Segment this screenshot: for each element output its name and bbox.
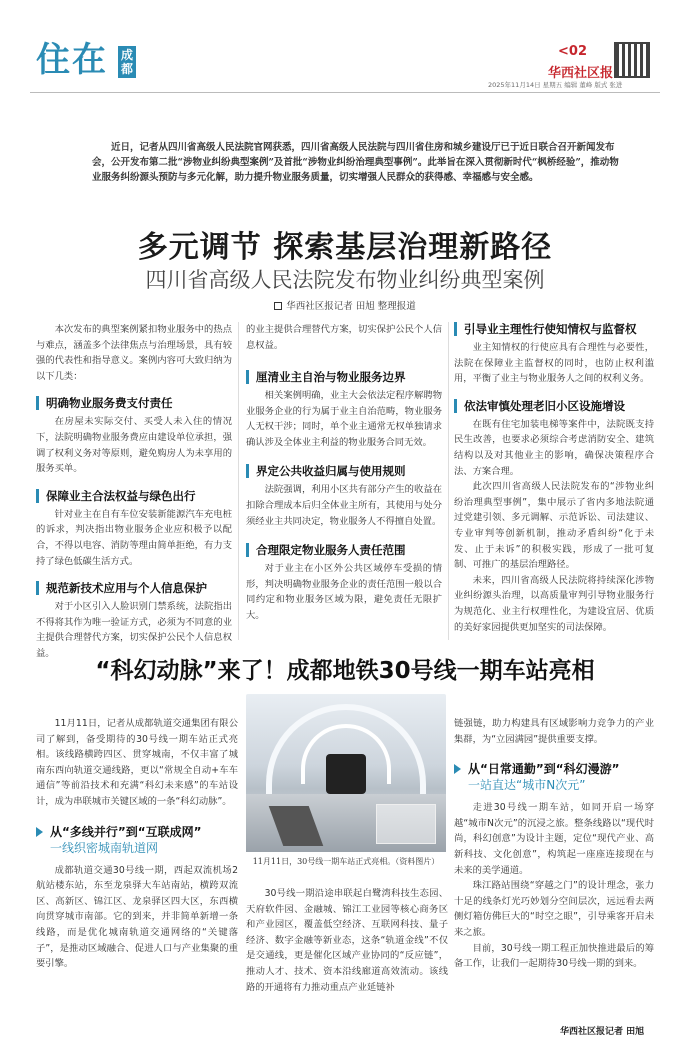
section-body: 对于业主在小区外公共区域停车受损的情形，判决明确物业服务企业的责任范围一般以合同约定和物业服务区域为限，避免责任无限扩大。: [246, 563, 442, 621]
story2-reporter: 华西社区报记者 田旭: [560, 1027, 645, 1037]
masthead: 住在: [36, 40, 108, 80]
story2-section-body: 目前，30号线一期工程正加快推进最后的筹备工作，让我们一起期待30号线一期的到来。: [454, 942, 654, 970]
section-body: 在房屋未实际交付、买受人未入住的情况下，法院明确物业服务费应由建设单位承担，强调了权利义务对等原则，避免购房人为未享用的服务买单。: [36, 416, 232, 475]
story2-section-body: 成都轨道交通30号线一期，西起双流机场2航站楼东站，东至龙泉驿大车站南站，横跨双流区、高新区、锦江区、龙泉驿区四大区，东西横向贯穿城市南部。它的到来，并非简单新增一条线路，而是优化城南轨道交通网络的“关键落子”，是推动区域融合、促进人口与产业集聚的重要引擎。: [36, 864, 238, 970]
column-divider: [238, 322, 239, 640]
section-body: 在既有住宅加装电梯等案件中，法院既支持民生改善，也要求必须综合考虑消防安全、建筑结构以及对其他业主的影响，确保决策程序合法、方案合理。: [454, 418, 654, 477]
section-title: 引导业主理性行使知情权与监督权: [454, 322, 654, 336]
header-divider: [30, 92, 660, 93]
section-body: 业主知情权的行使应具有合理性与必要性，法院在保障业主监督权的同时，也防止权利滥用，平衡了业主与物业服务人之间的权利义务。: [454, 342, 654, 385]
story2-section-body: 走进30号线一期车站，如同开启一场穿越“城市N次元”的沉浸之旅。整条线路以“现代时尚，科幻创意”为设计主题，定位“现代产业、高新科技、文化创意”，构筑起一座座连接现在与未来的美学通道。: [454, 802, 654, 876]
intro-paragraph: 本次发布的典型案例紧扣物业服务中的热点与难点，涵盖多个法律焦点与治理场景，具有较强的代表性和指导意义。案例内容可大致归纳为以下几类：: [36, 324, 232, 382]
story2-paragraph: 11月11日，记者从成都轨道交通集团有限公司了解到，备受期待的30号线一期车站正式亮相。该线路横跨四区、贯穿城南，不仅丰富了城南东西向轨道交通线路，更以“常规全自动+车车通信”等前沿技术和充满“科幻未来感”的车站设计，成为串联城市关键区域的一条“科幻动脉”。: [36, 718, 238, 807]
section-body-continued: 的业主提供合理替代方案，切实保护公民个人信息权益。: [246, 324, 442, 351]
dateline: 2025年11月14日 星期五 编辑 董峰 版式 张进: [488, 81, 623, 89]
story2-section-body: 珠江路站围绕“穿越之门”的设计理念，张力十足的线条灯光巧妙划分空间层次，远远看去两侧灯箱仿佛巨大的“时空之眼”，引导乘客开启未来之旅。: [454, 880, 654, 938]
story2-right-body: 链强链，助力构建具有区域影响力竞争力的产业集群，为“立园满园”提供重要支撑。: [454, 718, 654, 745]
square-icon: [274, 302, 282, 310]
section-title: 依法审慎处理老旧小区设施增设: [454, 399, 654, 413]
section-title: 厘清业主自治与物业服务边界: [246, 370, 442, 384]
section-body: 针对业主在自有车位安装新能源汽车充电桩的诉求，判决指出物业服务企业应积极予以配合，不得以电容、消防等理由简单拒绝，有力支持了绿色低碳生活方式。: [36, 508, 232, 567]
subway-station-photo: [246, 694, 446, 852]
section-body: 此次四川省高级人民法院发布的“涉物业纠纷治理典型事例”，集中展示了省内多地法院通过党建引领、多元调解、示范诉讼、司法建议、专业审判等创新机制，推动矛盾纠纷“化于未发、止于未诉”的积极实践，形成了一批可复制、可推广的基层治理路径。: [454, 481, 654, 571]
page-number: <02: [558, 44, 587, 59]
column-divider: [448, 322, 449, 640]
page-number-value: 02: [568, 44, 587, 59]
section-title: 保障业主合法权益与绿色出行: [36, 489, 232, 503]
story2-section-subtitle: 一站直达“城市N次元”: [468, 778, 586, 793]
brand-logo: 华西社区报: [548, 66, 614, 81]
section-body: 对于小区引入人脸识别门禁系统，法院指出不得将其作为唯一验证方式，必须为不同意的业主提供合理替代方案，切实保护公民个人信息权益。: [36, 601, 232, 659]
section-body: 未来，四川省高级人民法院将持续深化涉物业纠纷源头治理，以高质量审判引导物业服务行为规范化、业主行权理性化，为建设宜居、优质的美好家园提供更加坚实的司法保障。: [454, 574, 654, 633]
section-title: 合理限定物业服务人责任范围: [246, 543, 442, 557]
headline: 多元调节 探索基层治理新路径: [137, 230, 553, 265]
section-title: 明确物业服务费支付责任: [36, 396, 232, 410]
section-body: 法院强调，利用小区共有部分产生的收益在扣除合理成本后归全体业主所有，其使用与处分须经业主共同决定，物业服务人不得擅自处置。: [246, 484, 442, 527]
story2-mid-body: 30号线一期沿途串联起白鹭湾科技生态园、天府软件园、金融城、锦江工业园等核心商务区和产业园区，覆盖低空经济、互联网科技、量子经济、数字金融等新业态，这条“轨道金线”不仅是交通线，更是催化区域产业协同的“反应链”，推动人才、技术、资本沿线廊道高效流动。该线路的开通将有力推动重点产业延链补: [246, 888, 448, 993]
byline: [0, 298, 690, 312]
byline-text: 华西社区报记者 田旭 整理报道: [286, 301, 416, 312]
section-body: 相关案例明确，业主大会依法定程序解聘物业服务企业的行为属于业主自治范畴，物业服务人无权干涉；同时，单个业主通常无权单独请求确认涉及全体业主利益的物业服务合同无效。: [246, 390, 442, 448]
story2-section-title: 从“日常通勤”到“科幻漫游”: [454, 761, 654, 777]
story2-headline: “科幻动脉”来了！成都地铁30号线一期车站亮相: [95, 658, 595, 684]
story2-section-title: 从“多线并行”到“互联成网”: [36, 824, 238, 840]
masthead-sub: 成都: [118, 46, 136, 78]
lead-paragraph: 近日，记者从四川省高级人民法院官网获悉，四川省高级人民法院与四川省住房和城乡建设厅已于近日联合召开新闻发布会，公开发布第二批“涉物业纠纷典型案例”及首批“涉物业纠纷治理典型事例”。此举旨在深入贯彻新时代“枫桥经验”，推动物业服务纠纷源头预防与多元化解，助力提升物业服务质量，切实增强人民群众的获得感、幸福感与安全感。: [92, 142, 619, 183]
subheadline: 四川省高级人民法院发布物业纠纷典型案例: [145, 268, 545, 292]
section-title: 界定公共收益归属与使用规则: [246, 464, 442, 478]
photo-caption: 11月11日，30号线一期车站正式亮相。（资料图片）: [252, 857, 440, 866]
story2-section-subtitle: 一线织密城南轨道网: [50, 840, 159, 855]
section-title: 规范新技术应用与个人信息保护: [36, 581, 232, 595]
qr-code-icon: [614, 42, 650, 78]
